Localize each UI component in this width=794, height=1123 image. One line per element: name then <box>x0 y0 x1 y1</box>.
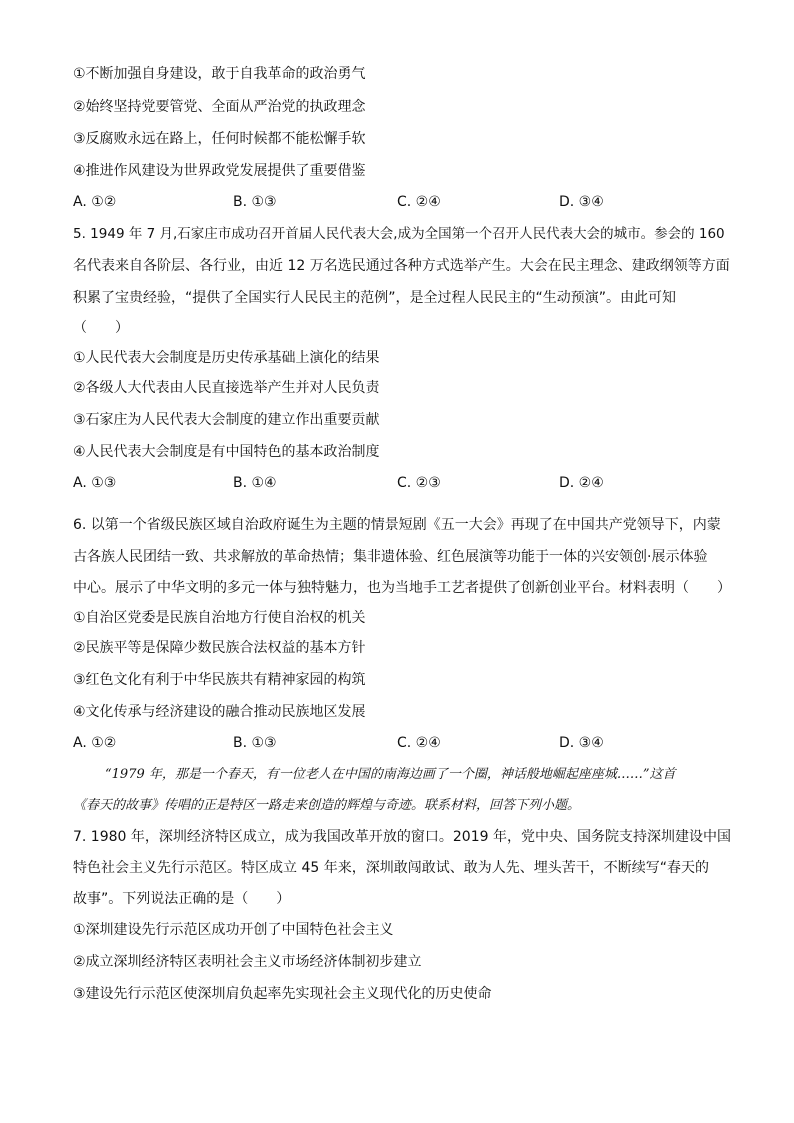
q5-options <box>73 473 733 493</box>
q4-statement-1: ①不断加强自身建设，敢于自我革命的政治勇气 <box>73 66 366 82</box>
q6-option-b: B. ①③ <box>233 735 277 751</box>
q7-stem-line-2: 特色社会主义先行示范区。特区成立 45 年来，深圳敢闯敢试、敢为人先、埋头苦干，不断续写“春天的 <box>73 860 709 876</box>
q6-stem-line-1: 6. 以第一个省级民族区域自治政府诞生为主题的情景短剧《五一大会》再现了在中国共产党领导下，内蒙 <box>73 517 721 533</box>
q4-statement-2: ②始终坚持党要管党、全面从严治党的执政理念 <box>73 99 366 115</box>
q6-statement-2: ②民族平等是保障少数民族合法权益的基本方针 <box>73 640 366 656</box>
q6-statement-3: ③红色文化有利于中华民族共有精神家园的构筑 <box>73 672 366 688</box>
q4-option-a: A. ①② <box>73 194 117 210</box>
q7-statement-3: ③建设先行示范区使深圳肩负起率先实现社会主义现代化的历史使命 <box>73 986 492 1002</box>
q4-option-b: B. ①③ <box>233 194 277 210</box>
q5-statement-3: ③石家庄为人民代表大会制度的建立作出重要贡献 <box>73 412 380 428</box>
q5-statement-4: ④人民代表大会制度是有中国特色的基本政治制度 <box>73 444 380 460</box>
q5-statement-2: ②各级人大代表由人民直接选举产生并对人民负责 <box>73 380 380 396</box>
q4-options <box>73 192 733 212</box>
q7-stem-line-1: 7. 1980 年，深圳经济特区成立，成为我国改革开放的窗口。2019 年，党中央、国务院支持深圳建设中国 <box>73 829 731 845</box>
q5-answer-bracket: （ ） <box>73 320 129 336</box>
q7-statement-1: ①深圳建设先行示范区成功开创了中国特色社会主义 <box>73 922 394 938</box>
q5-stem-line-2: 名代表来自各阶层、各行业，由近 12 万名选民通过各种方式选举产生。大会在民主理念、建政纲领等方面 <box>73 258 730 274</box>
material-intro-line-2: 《春天的故事》传唱的正是特区一路走来创造的辉煌与奇迹。联系材料，回答下列小题。 <box>73 798 581 813</box>
q7-stem-line-3: 故事”。下列说法正确的是（ ） <box>73 891 291 907</box>
q5-statement-1: ①人民代表大会制度是历史传承基础上演化的结果 <box>73 350 380 366</box>
q6-statement-4: ④文化传承与经济建设的融合推动民族地区发展 <box>73 704 366 720</box>
q7-statement-2: ②成立深圳经济特区表明社会主义市场经济体制初步建立 <box>73 954 422 970</box>
q5-option-b: B. ①④ <box>233 475 277 491</box>
q6-stem-line-3: 中心。展示了中华文明的多元一体与独特魅力，也为当地手工艺者提供了创新创业平台。材料表明（ ） <box>73 580 731 596</box>
q6-stem-line-2: 古各族人民团结一致、共求解放的革命热情；集非遗体验、红色展演等功能于一体的兴安领创·展示体验 <box>73 549 708 565</box>
q4-statement-4: ④推进作风建设为世界政党发展提供了重要借鉴 <box>73 163 366 179</box>
q5-stem-line-1: 5. 1949 年 7 月,石家庄市成功召开首届人民代表大会,成为全国第一个召开人民代表大会的城市。参会的 160 <box>73 226 725 242</box>
q6-options <box>73 733 733 753</box>
q5-option-d: D. ②④ <box>559 475 604 491</box>
q5-option-a: A. ①③ <box>73 475 117 491</box>
q5-option-c: C. ②③ <box>397 475 441 491</box>
q4-option-c: C. ②④ <box>397 194 441 210</box>
material-intro-line-1: “1979 年，那是一个春天，有一位老人在中国的南海边画了一个圈，神话般地崛起座座城……”这首 <box>105 767 676 782</box>
q6-statement-1: ①自治区党委是民族自治地方行使自治权的机关 <box>73 610 366 626</box>
q4-statement-3: ③反腐败永远在路上，任何时候都不能松懈手软 <box>73 131 366 147</box>
q6-option-d: D. ③④ <box>559 735 604 751</box>
q5-stem-line-3: 积累了宝贵经验，“提供了全国实行人民民主的范例”，是全过程人民民主的“生动预演”。由此可知 <box>73 290 677 306</box>
q6-option-c: C. ②④ <box>397 735 441 751</box>
q4-option-d: D. ③④ <box>559 194 604 210</box>
q6-option-a: A. ①② <box>73 735 117 751</box>
